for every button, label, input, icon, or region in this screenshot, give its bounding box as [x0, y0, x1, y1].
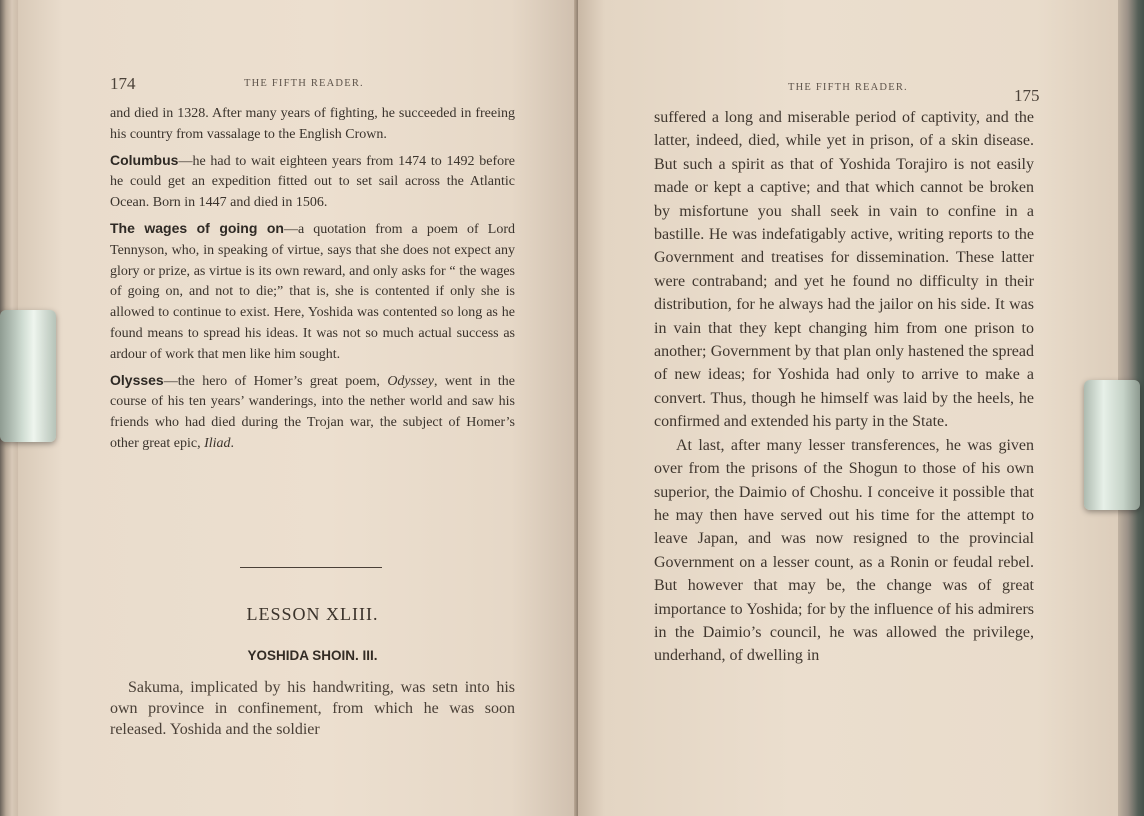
running-head-right: THE FIFTH READER.	[788, 82, 908, 93]
italic-title-iliad: Iliad	[204, 435, 231, 451]
note-term: Olysses	[110, 371, 164, 388]
left-page	[18, 0, 578, 816]
note-text: —he had to wait eighteen years from 1474 to 1492 before he could get an expedition fitted out to set sail across the Atlantic Ocean. Born in 1447 and died in 1506.	[110, 153, 515, 211]
lesson-paragraph: Sakuma, implicated by his handwriting, was setn into his own province in confinement, from which he was soon released. Yoshida and the soldier	[110, 679, 515, 738]
main-text	[654, 106, 1034, 668]
right-page	[578, 0, 1118, 816]
notes-section	[110, 104, 515, 455]
lesson-title: LESSON XLIII.	[246, 604, 379, 624]
paragraph-continued: suffered a long and miserable period of captivity, and the latter, indeed, died, while yet in prison, of a skin disease. But such a spirit as that of Yoshida Torajiro is not easily made or kept a captive; and that which cannot be broken by misfortune you shall seek in vain to confine in a bastille. He was indefatigably active, writing reports to the Government and treatises for dissemination. These latter were contraband; and yet he found no difficulty in their distribution, for he always had the jailor on his side. It was in vain that they kept changing him from one prison to another; Government by that plan only hastened the spread of new ideas; for Yoshida had only to arrive to make a convert. Thus, though he himself was laid by the heels, he confirmed and extended his party in the State.	[654, 109, 1034, 431]
note-text: .	[230, 435, 235, 451]
note-term: The wages of going on	[110, 219, 284, 236]
note-term: Columbus	[110, 151, 179, 168]
section-divider	[240, 567, 382, 568]
note-wages-of-going-on	[110, 218, 515, 366]
intro-paragraph: and died in 1328. After many years of fighting, he succeeded in freeing his country from vassalage to the English Crown.	[110, 106, 515, 142]
page-number-right: 175	[1014, 86, 1040, 105]
running-head-left: THE FIFTH READER.	[244, 78, 364, 89]
note-text: —a quotation from a poem of Lord Tennyson, who, in speaking of virtue, says that she does not expect any glory or prize, as virtue is its own reward, and only asks for “ the wages of going on, and not to die;” that is, she is contented if only she is allowed to continue to exist. Here, Yoshida was contented so long as he found means to spread his ideas. It was not so much actual success as ardour of work that men like him sought.	[110, 221, 515, 362]
lesson-body	[110, 677, 515, 740]
paragraph-at-last: At last, after many lesser transferences, he was given over from the prisons of the Shogun to those of his own superior, the Daimio of Choshu. I conceive it possible that he may then have served out his time for the attempt to leave Japan, and was now resigned to the provincial Government on a lesser count, as a Ronin or feudal rebel. But however that may be, the change was of great importance to Yoshida; for by the influence of his admirers in the Daimio’s council, he was allowed the privilege, underhand, of dwelling in	[654, 436, 1034, 665]
note-text: , went in the course of his ten years’ wanderings, into the nether world and saw his friends who had died during the Trojan war, the subject of Homer’s other great epic,	[110, 373, 515, 451]
note-columbus	[110, 150, 515, 214]
note-text: —the hero of Homer’s great poem,	[163, 373, 388, 389]
italic-title-odyssey: Odyssey	[387, 373, 434, 389]
note-olysses	[110, 370, 515, 455]
lesson-subtitle: YOSHIDA SHOIN. III.	[247, 648, 378, 663]
page-holder-clip-right	[1084, 380, 1140, 510]
page-holder-clip-left	[0, 310, 56, 442]
page-number-left: 174	[110, 74, 136, 93]
